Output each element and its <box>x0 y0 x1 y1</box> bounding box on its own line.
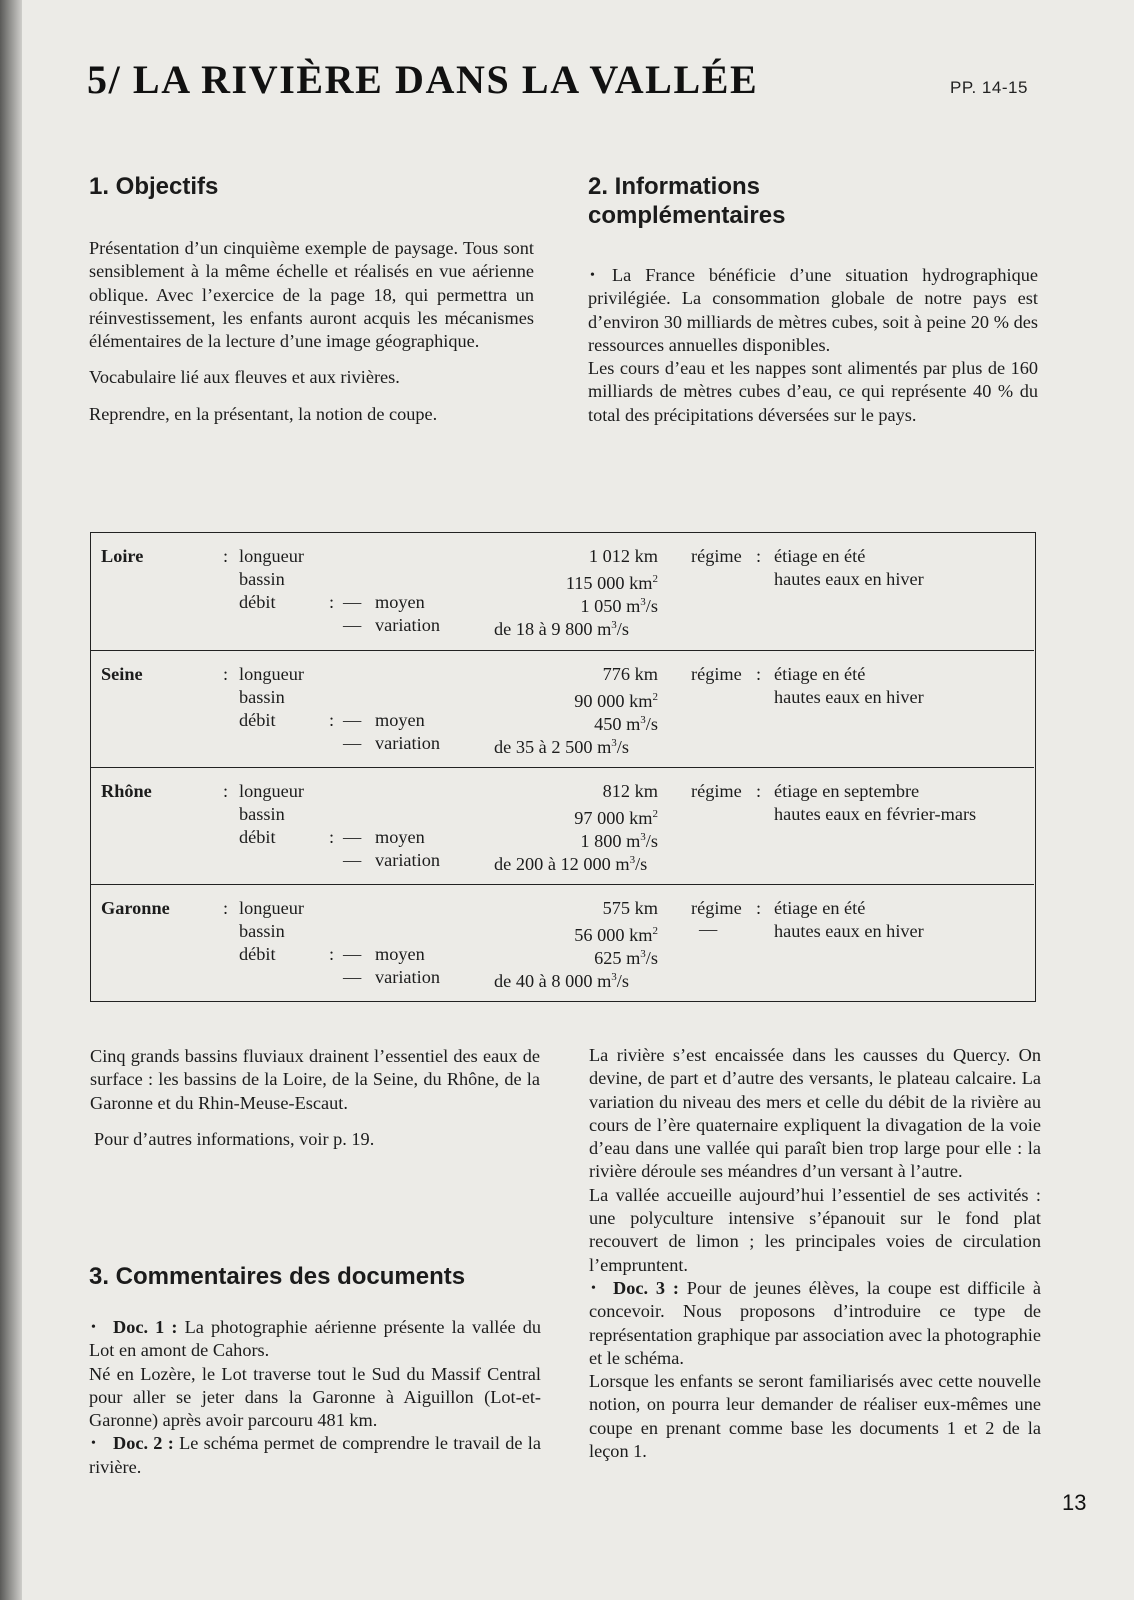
label-moyen: moyen <box>375 592 425 612</box>
lot-paragraph: La rivière s’est encaissée dans les causses du Quercy. On devine, de part et d’autre des versants, le plateau calcaire. La variation du niveau des mers et celle du débit de la rivière au cours de l’ère quaternaire expliquent la divagation de la voie d’eau dans une vallée qui paraît bien trop large pour elle : la rivière déroule ses méandres d’un versant à l’autre. <box>589 1045 1041 1182</box>
table-row <box>91 767 1034 884</box>
table-row <box>91 650 1034 767</box>
doc2-text: Le schéma permet de comprendre le travail de la rivière. <box>89 1433 541 1477</box>
regime-line-1: étiage en été <box>774 664 866 684</box>
objectifs-paragraph: Présentation d’un cinquième exemple de paysage. Tous sont sensiblement à la même échelle et réalisés en vue aérienne oblique. Avec l’exercice de la page 18, qui permettra un réinvestissement, les enfants auront acquis les mécanismes élémentaires de la lecture d’une image géographique. <box>89 238 534 352</box>
book-spine-shadow <box>0 0 22 1600</box>
informations-text <box>588 264 1038 427</box>
colon: : <box>329 592 335 612</box>
rivers-table <box>90 532 1036 1002</box>
label-regime: régime <box>691 546 742 566</box>
colon: : <box>329 944 335 964</box>
table-row <box>91 884 1034 1001</box>
value-variation: de 18 à 9 800 $m^3/s$ <box>494 619 629 640</box>
label-longueur: longueur <box>239 546 304 566</box>
dash: — <box>343 827 362 847</box>
commentaires-text <box>89 1316 541 1479</box>
doc2-label: Doc. 2 : <box>113 1433 174 1454</box>
value-longueur: 1 012 km <box>588 546 658 566</box>
label-variation: variation <box>375 967 440 987</box>
colon: : <box>756 664 762 684</box>
section-heading-objectifs: 1. Objectifs <box>89 173 219 200</box>
doc3-paragraph <box>589 1277 1041 1370</box>
informations-paragraph <box>588 264 1038 357</box>
river-name: Rhône <box>101 781 152 801</box>
doc2-paragraph <box>89 1432 541 1479</box>
dash: — <box>343 944 362 964</box>
value-variation: de 200 à 12 000 $m^3/s$ <box>494 854 648 875</box>
objectifs-paragraph: Vocabulaire lié aux fleuves et aux rivières. <box>89 367 400 388</box>
heading-line: 2. Informations <box>588 173 761 200</box>
colon: : <box>756 781 762 801</box>
value-longueur: 776 km <box>602 664 658 684</box>
doc3-label: Doc. 3 : <box>613 1277 679 1298</box>
page-title: 5/ LA RIVIÈRE DANS LA VALLÉE <box>87 57 759 102</box>
label-longueur: longueur <box>239 781 304 801</box>
label-bassin: bassin <box>239 569 285 589</box>
colon: : <box>223 546 229 566</box>
colon: : <box>329 710 335 730</box>
label-variation: variation <box>375 850 440 870</box>
value-longueur: 575 km <box>602 898 658 918</box>
bassins-text <box>90 1045 540 1151</box>
colon: : <box>756 898 762 918</box>
value-moyen: 1 800 $m^3/s$ <box>580 831 658 852</box>
label-variation: variation <box>375 733 440 753</box>
regime-line-1: étiage en septembre <box>774 781 920 801</box>
label-longueur: longueur <box>239 664 304 684</box>
value-bassin: 97 000 $km^2$ <box>574 808 658 829</box>
value-variation: de 40 à 8 000 $m^3/s$ <box>494 971 629 992</box>
regime-line-1: étiage en été <box>774 898 866 918</box>
dash: — <box>343 710 362 730</box>
colon: : <box>223 781 229 801</box>
value-variation: de 35 à 2 500 $m^3/s$ <box>494 737 629 758</box>
colon: : <box>223 664 229 684</box>
river-name: Seine <box>101 664 143 684</box>
lot-paragraph: Lorsque les enfants se seront familiarisés avec cette nouvelle notion, on pourra leur demander de réaliser eux-mêmes une coupe en prenant comme base les documents 1 et 2 de la leçon 1. <box>589 1371 1041 1462</box>
section-objectifs <box>89 172 534 439</box>
colon: : <box>756 546 762 566</box>
bassins-paragraph: Cinq grands bassins fluviaux drainent l’essentiel des eaux de surface : les bassins de la Loire, de la Seine, du Rhône, de la Garonne et du Rhin-Meuse-Escaut. <box>90 1046 540 1113</box>
objectifs-text <box>89 237 534 426</box>
lot-paragraph: La vallée accueille aujourd’hui l’essentiel de ses activités : une polyculture intensive s’épanouit sur le fond plat recouvert de limon ; les principales voies de circulation l’empruntent. <box>589 1184 1041 1275</box>
dash: — <box>343 733 362 753</box>
river-name: Loire <box>101 546 144 566</box>
bullet-icon: • <box>590 268 595 283</box>
pages-reference: PP. 14-15 <box>950 78 1028 97</box>
label-moyen: moyen <box>375 944 425 964</box>
section-commentaires <box>89 1262 541 1479</box>
label-regime: régime <box>691 664 742 684</box>
colon: : <box>329 827 335 847</box>
doc3-text: Pour de jeunes élèves, la coupe est difficile à concevoir. Nous proposons d’introduire ce type de représentation graphique par association avec la photographie et le schéma. <box>589 1277 1041 1368</box>
river-name: Garonne <box>101 898 170 918</box>
doc1-label: Doc. 1 : <box>113 1317 178 1337</box>
colon: : <box>223 898 229 918</box>
label-debit: débit <box>239 710 276 730</box>
label-regime: régime <box>691 781 742 801</box>
dash: — <box>343 615 362 635</box>
regime-line-2: hautes eaux en hiver <box>774 687 924 707</box>
label-moyen: moyen <box>375 827 425 847</box>
bullet-icon: • <box>591 1280 596 1296</box>
dash: — <box>343 592 362 612</box>
objectifs-paragraph: Reprendre, en la présentant, la notion de coupe. <box>89 403 438 424</box>
regime-line-2: hautes eaux en février-mars <box>774 804 977 824</box>
dash: — <box>343 850 362 870</box>
informations-paragraph-text: La France bénéficie d’une situation hydrographique privilégiée. La consommation globale de notre pays est d’environ 30 milliards de mètres cubes, soit à peine 20 % des ressources annuelles disponibles. <box>588 265 1038 355</box>
value-moyen: 1 050 $m^3/s$ <box>580 596 658 617</box>
table-row <box>91 533 1034 650</box>
label-bassin: bassin <box>239 687 285 707</box>
value-moyen: 450 $m^3/s$ <box>594 714 658 735</box>
page-number: 13 <box>1062 1490 1087 1515</box>
regime-line-2: hautes eaux en hiver <box>774 921 924 941</box>
see-also-text: Pour d’autres informations, voir p. 19. <box>94 1128 375 1149</box>
regime-line-1: étiage en été <box>774 546 866 566</box>
heading-line: complémentaires <box>588 202 786 229</box>
regime-line-2: hautes eaux en hiver <box>774 569 924 589</box>
label-regime: régime <box>691 898 742 918</box>
section-informations <box>588 172 1038 427</box>
section-heading-commentaires: 3. Commentaires des documents <box>89 1263 466 1290</box>
label-moyen: moyen <box>375 710 425 730</box>
doc1-text: La photographie aérienne présente la vallée du Lot en amont de Cahors. <box>89 1317 541 1361</box>
bullet-icon: • <box>91 1320 96 1335</box>
doc1-paragraph <box>89 1316 541 1363</box>
section-heading-informations <box>588 172 1038 230</box>
informations-paragraph: Les cours d’eau et les nappes sont alimentés par plus de 160 milliards de mètres cubes d’eau, ce qui représente 40 % du total des précipitations déversées sur le pays. <box>588 358 1038 425</box>
dash: — <box>343 967 362 987</box>
label-debit: débit <box>239 592 276 612</box>
label-bassin: bassin <box>239 921 285 941</box>
value-bassin: 115 000 $km^2$ <box>565 573 658 594</box>
value-bassin: 90 000 $km^2$ <box>574 691 658 712</box>
value-longueur: 812 km <box>602 781 658 801</box>
doc1-more: Né en Lozère, le Lot traverse tout le Sud du Massif Central pour aller se jeter dans la Garonne à Aiguillon (Lot-et-Garonne) après avoir parcouru 481 km. <box>89 1363 541 1431</box>
label-variation: variation <box>375 615 440 635</box>
bullet-icon: • <box>91 1436 96 1452</box>
lot-valley-text <box>589 1044 1041 1463</box>
label-longueur: longueur <box>239 898 304 918</box>
label-bassin: bassin <box>239 804 285 824</box>
value-moyen: 625 $m^3/s$ <box>594 948 658 969</box>
value-bassin: 56 000 $km^2$ <box>574 925 658 946</box>
label-debit: débit <box>239 944 276 964</box>
label-debit: débit <box>239 827 276 847</box>
regime-dash: — <box>699 919 718 939</box>
